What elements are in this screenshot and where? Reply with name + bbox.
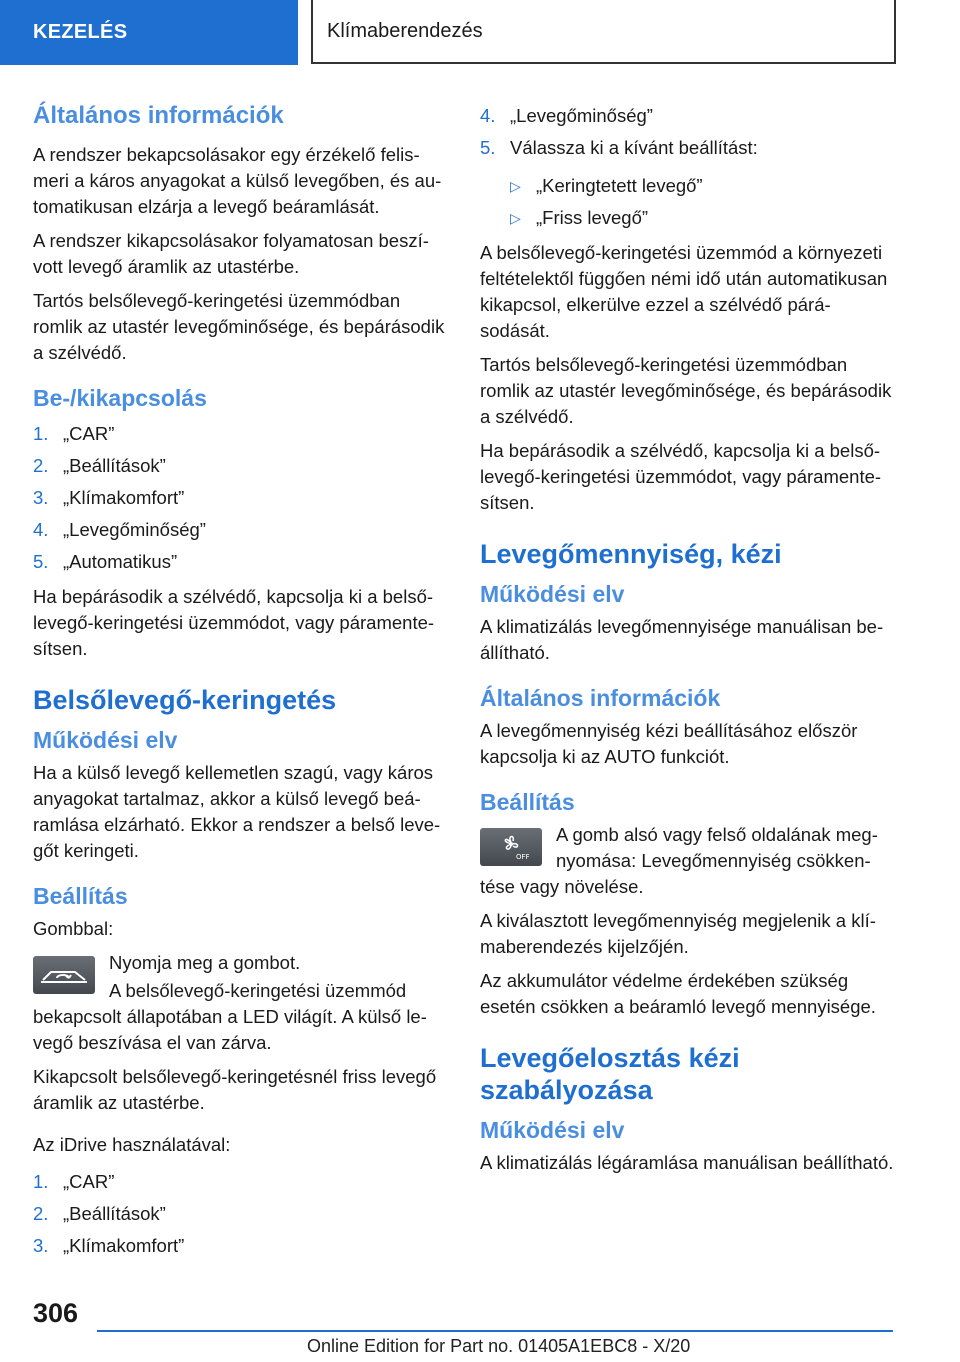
heading-on-off: Be-/kikapcsolás xyxy=(33,385,207,411)
step-text: „Beállítások” xyxy=(63,455,166,476)
paragraph: Ha bepárásodik a szélvédő, kapcsolja ki a belsőlevegő-keringetési üzemmódot, vagy páramentesítsen. xyxy=(480,440,882,513)
fan-button-icon xyxy=(480,828,542,866)
step-text: „CAR” xyxy=(63,423,115,444)
paragraph: Kikapcsolt belsőlevegő-keringetésnél friss levegő áramlik az utastérbe. xyxy=(33,1066,437,1113)
steps-list-2 xyxy=(33,1166,447,1262)
heading-setting: Beállítás xyxy=(33,883,128,909)
paragraph: A gomb alsó vagy felső oldalának megnyomása: Levegőmennyiség csökkentése vagy növelése. xyxy=(480,824,878,897)
step-number: 3. xyxy=(33,1235,49,1256)
list-item xyxy=(33,482,447,514)
step-number: 4. xyxy=(33,519,49,540)
step-number: 5. xyxy=(33,551,49,572)
steps-list-3 xyxy=(480,100,894,164)
paragraph: Az akkumulátor védelme érdekében szükség esetén csökken a beáramló levegő mennyisége. xyxy=(480,970,876,1017)
paragraph: A klimatizálás levegőmennyisége manuálisan beállítható. xyxy=(480,616,884,663)
step-number: 1. xyxy=(33,423,49,444)
paragraph: Az iDrive használatával: xyxy=(33,1134,231,1155)
chapter-label: Klímaberendezés xyxy=(327,19,483,42)
steps-list-1 xyxy=(33,418,447,578)
paragraph: Tartós belsőlevegő-keringetési üzemmódban romlik az utastér levegőminősége, és bepárásodik a szélvédő. xyxy=(480,354,892,427)
page-number: 306 xyxy=(33,1298,79,1328)
right-column xyxy=(480,100,894,1184)
paragraph: A belsőlevegő-keringetési üzemmód bekapcsolt állapotában a LED világít. A külső levegő beszívása el van zárva. xyxy=(33,980,427,1053)
step-text: „Beállítások” xyxy=(63,1203,166,1224)
list-item xyxy=(33,1166,447,1198)
left-column xyxy=(33,100,447,1268)
list-item xyxy=(33,1198,447,1230)
list-item xyxy=(480,132,894,164)
paragraph: A rendszer bekapcsolásakor egy érzékelő felismeri a káros anyagokat a külső levegőben, és automatikusan elzárja a levegő beáramlását. xyxy=(33,144,442,217)
chapter-header xyxy=(311,0,896,64)
paragraph: Tartós belsőlevegő-keringetési üzemmódban romlik az utastér levegőminősége, és bepárásodik a szélvédő. xyxy=(33,290,445,363)
triangle-bullet-icon: ▷ xyxy=(510,210,521,226)
fan-off-label: OFF xyxy=(516,853,530,861)
heading-general-info: Általános információk xyxy=(480,685,721,711)
step-text: „CAR” xyxy=(63,1171,115,1192)
heading-airflow-manual: Levegőmennyiség, kézi xyxy=(480,539,782,569)
option-text: „Friss levegő” xyxy=(536,207,649,228)
list-item xyxy=(33,450,447,482)
heading-setting: Beállítás xyxy=(480,789,575,815)
list-item xyxy=(480,100,894,132)
step-number: 5. xyxy=(480,137,496,158)
paragraph: Gombbal: xyxy=(33,918,114,939)
button-instruction xyxy=(480,822,894,908)
button-instruction xyxy=(33,950,447,1064)
section-tab xyxy=(0,0,298,65)
paragraph: A belsőlevegő-keringetési üzemmód a környezeti feltételektől függően némi idő után automatikusan kikapcsol, elkerülve ezzel a szélvédő párásodását. xyxy=(480,242,888,341)
list-item xyxy=(510,202,894,234)
paragraph: Nyomja meg a gombot. xyxy=(109,952,301,973)
step-number: 1. xyxy=(33,1171,49,1192)
step-number: 4. xyxy=(480,105,496,126)
paragraph: A klimatizálás légáramlása manuálisan beállítható. xyxy=(480,1152,894,1173)
list-item xyxy=(33,546,447,578)
edition-note: Online Edition for Part no. 01405A1EBC8 - X/20 xyxy=(307,1336,691,1356)
section-label: KEZELÉS xyxy=(33,21,128,43)
heading-principle: Működési elv xyxy=(480,581,625,607)
step-text: „Automatikus” xyxy=(63,551,178,572)
footer-divider xyxy=(97,1330,893,1332)
fan-icon xyxy=(480,828,542,866)
heading-air-distribution: Levegőelosztás kézi szabályozása xyxy=(480,1043,740,1105)
list-item xyxy=(33,514,447,546)
step-number: 2. xyxy=(33,455,49,476)
step-number: 3. xyxy=(33,487,49,508)
paragraph: A rendszer kikapcsolásakor folyamatosan beszívott levegő áramlik az utastérbe. xyxy=(33,230,429,277)
step-text: „Levegőminőség” xyxy=(510,105,653,126)
paragraph: Ha a külső levegő kellemetlen szagú, vagy káros anyagokat tartalmaz, akkor a külső levegő beáramlása elzárható. Ekkor a rendszer a belső levegőt keringeti. xyxy=(33,762,441,861)
car-recirculation-icon xyxy=(33,956,95,994)
list-item xyxy=(33,418,447,450)
paragraph: A levegőmennyiség kézi beállításához először kapcsolja ki az AUTO funkciót. xyxy=(480,720,858,767)
step-text: „Klímakomfort” xyxy=(63,487,185,508)
step-text: „Klímakomfort” xyxy=(63,1235,185,1256)
paragraph: A kiválasztott levegőmennyiség megjelenik a klímaberendezés kijelzőjén. xyxy=(480,910,876,957)
recirculation-button-icon xyxy=(33,956,95,994)
heading-general-info: Általános információk xyxy=(33,102,284,129)
triangle-bullet-icon: ▷ xyxy=(510,178,521,194)
option-list xyxy=(510,170,894,234)
heading-principle: Működési elv xyxy=(33,727,178,753)
heading-principle: Működési elv xyxy=(480,1117,625,1143)
step-number: 2. xyxy=(33,1203,49,1224)
list-item xyxy=(33,1230,447,1262)
list-item xyxy=(510,170,894,202)
paragraph: Ha bepárásodik a szélvédő, kapcsolja ki a belsőlevegő-keringetési üzemmódot, vagy páramentesítsen. xyxy=(33,586,435,659)
heading-recirculation: Belsőlevegő-keringetés xyxy=(33,685,337,715)
step-text: Válassza ki a kívánt beállítást: xyxy=(510,137,758,158)
step-text: „Levegőminőség” xyxy=(63,519,206,540)
option-text: „Keringtetett levegő” xyxy=(536,175,703,196)
